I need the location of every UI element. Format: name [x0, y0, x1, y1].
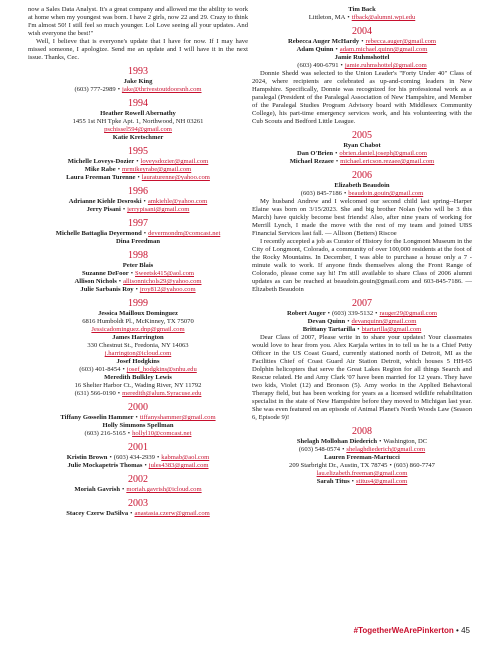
contact-phone: (603) 490-6791: [297, 62, 339, 69]
entry-2008: Shelagh Mollohan Diederich • Washington, DC (603) 548-0574 • shelaghdiederich@gmail.com Lauren Freeman-Martucci 209 Starbright Dr., Austin, TX 78745 • (603) 860-7747 lau.elizabeth.freeman@gmail.com Sarah Titus • stitus4@gmail.com: [252, 438, 472, 486]
email-link[interactable]: jamie.ruhmshottel@gmail.com: [344, 62, 427, 69]
intro-paragraph-1: now a Sales Data Analyst. It's a great company and allowed me the ability to work at home when my youngest was born. I have 2 girls, now 22 and 29. Crazy to think I'm almost 50! I still feel so much younger. Lol Love seeing all your updates. And wish everyone the best!": [28, 6, 248, 37]
email-link[interactable]: lau.elizabeth.freeman@gmail.com: [316, 470, 408, 477]
contact-name: Julie Mockapetris Thomas: [67, 462, 143, 469]
contact-name: Julie Sarbanis Roy: [80, 286, 134, 293]
page-footer: [354, 626, 470, 635]
contact-name: Jamie Ruhmshottel: [334, 54, 390, 61]
year-heading-2004: 2004: [352, 26, 372, 37]
contact-name: Suzanne DeFoor: [81, 270, 129, 277]
email-link[interactable]: allisonnichols29@yahoo.com: [123, 278, 202, 285]
contact-name: Sarah Titus: [316, 478, 350, 485]
contact-name: Jessica Mailloux Dominguez: [98, 310, 178, 317]
email-link[interactable]: jerrypisani@gmail.com: [127, 206, 190, 213]
email-link[interactable]: devermondm@comcast.net: [148, 230, 221, 237]
contact-name: Jake King: [123, 78, 153, 85]
contact-name: Stacey Czerw DaSilva: [66, 510, 129, 517]
contact-phone: (603) 434-2939: [113, 454, 155, 461]
email-link[interactable]: tiffanyshammer@gmail.com: [139, 414, 216, 421]
contact-name: Adam Quinn: [296, 46, 334, 53]
contact-name: Michelle Battaglia Deyermond: [55, 230, 142, 237]
email-link[interactable]: jroy812@yahoo.com: [139, 286, 196, 293]
entry-2002: Moriah Gavrish • moriah.gavrish@icloud.com: [74, 486, 202, 493]
email-link[interactable]: obrien.daniel.joseph@gmail.com: [339, 150, 427, 157]
year-heading-2006: 2006: [352, 170, 372, 181]
entry-2000: Tiffany Gosselin Hammer • tiffanyshammer@gmail.com Holly Simmons Spellman (603) 216-5165 • hollyl10@comcast.net: [28, 414, 248, 438]
contact-address: 16 Shelter Harbor Ct., Wading River, NY 11792: [74, 382, 202, 389]
contact-name: Elizabeth Beaudoin: [334, 182, 390, 189]
year-heading-1995: 1995: [128, 146, 148, 157]
contact-name: Shelagh Mollohan Diederich: [296, 438, 378, 445]
email-link[interactable]: adam.michael.quinn@gmail.com: [339, 46, 428, 53]
contact-phone: (603) 216-5165: [84, 430, 126, 437]
entry-1996: Adrianne Kiehle Desroski • amkiehle@yahoo.com Jerry Pisani • jerrypisani@gmail.com: [68, 198, 208, 213]
contact-name: James Harrington: [112, 334, 164, 341]
year-heading-2002: 2002: [128, 474, 148, 485]
email-link[interactable]: hollyl10@comcast.net: [132, 430, 192, 437]
right-column: [252, 6, 472, 486]
entry-1995: Michelle Loveys-Dozier • loveysdozier@gmail.com Mike Rabe • mrmikeyrabe@gmail.com Laura Freeman Turenne • lauraturenne@yahoo.com: [66, 158, 210, 181]
contact-name: Lauren Freeman-Martucci: [324, 454, 400, 461]
contact-name: Mike Rabe: [84, 166, 116, 173]
contact-phone: (603) 401-8454: [79, 366, 121, 373]
contact-address: 209 Starbright Dr., Austin, TX 78745: [289, 462, 388, 469]
email-link[interactable]: rebecca.auger@gmail.com: [365, 38, 437, 45]
contact-name: Michael Rezaee: [289, 158, 334, 165]
entry-1993: Jake King (603) 777-2989 • jake@thrivestoutdoorsnh.com: [28, 78, 248, 94]
contact-name: Josef Hodgkins: [116, 358, 160, 365]
contact-name: Dan O'Brien: [297, 150, 334, 157]
news-paragraph: Donnie Shedd was selected to the Union Leader's "Forty Under 40" Class of 2024, where recipients are celebrated as up-and-coming leaders in New Hampshire. Specifically, Donnie was recognized for his professional work as a paralegal (President of the Paralegal Association of New Hampshire, and Member of the Paralegal Studies Program Advisory board with Middlesex Community College), his part-time emergency services work, and his volunteering with the Cub Scouts and Bedford Little League.: [252, 70, 472, 125]
contact-phone: (631) 566-0190: [74, 390, 116, 397]
contact-name: Allison Nichols: [74, 278, 117, 285]
contact-address: 330 Chestnut St., Fredonia, NY 14063: [87, 342, 189, 349]
news-paragraph: Dear Class of 2007, Please write in to share your updates! Your classmates would love to hear from you. Alex Karjala writes in to tell us he is a Chief Petty Officer in the US Coast Guard, currently stationed north of Detroit, MI as the Facilities Chief of Coast Guard Air Station Detroit, which houses 5 HH-65 Dolphin helicopters that serve the Great Lakes Region for all things Search and Rescue related. He and Amy Clark '07 have been married for 12 years. They have two kids, Violet (12) and Bronson (5). Amy works in the Applied Behavioral Therapy field, but has been working for years as a licensed wildlife rehabilitation specialist in the state of New Hampshire before they moved to Michigan last year. She was even featured on an episode of Animal Planet's North Woods Law (Season 6, Episode 9)!: [252, 334, 472, 421]
contact-name: Katie Kretschmer: [112, 134, 164, 141]
year-heading-2008: 2008: [352, 426, 372, 437]
contact-name: Peter Blais: [122, 262, 154, 269]
news-paragraph: I recently accepted a job as Curator of History for the Longmont Museum in the City of Longmont, Colorado, a community of over 100,000 residents at the foot of the Rocky Mountains. In December, I was able to purchase a house only a 7 - minute walk to work. If anyone finds themselves along the Front Range of Colorado, please come say hi! I'm still available to share Class of 2006 alumni updates as can be reached at beaudoin.gouin@gmail.com and 603-845-7186. — Elizabeth Beaudoin: [252, 238, 472, 293]
email-link[interactable]: kabmab@aol.com: [161, 454, 210, 461]
entry-2006: Elizabeth Beaudoin (603) 845-7186 • beaudoin.gouin@gmail.com: [252, 182, 472, 198]
contact-name: Laura Freeman Turenne: [66, 174, 136, 181]
contact-name: Meredith Bulkley Lewis: [104, 374, 172, 381]
entry-top: Tim Back Littleton, MA • tfback@alumni.wpi.edu: [252, 6, 472, 22]
email-link[interactable]: michael.ericson.rezaee@gmail.com: [340, 158, 435, 165]
email-link[interactable]: stitus4@gmail.com: [355, 478, 408, 485]
entry-2003: Stacey Czerw DaSilva • anastasia.czerw@gmail.com: [66, 510, 210, 517]
email-link[interactable]: mrmikeyrabe@gmail.com: [122, 166, 192, 173]
left-column: [28, 6, 248, 518]
news-paragraph: My husband Andrew and I welcomed our second child last spring--Harper Elaine was born on 3/15/2023. She and big brother Nolan (who will be 3 this March) have quickly become best friends! Also, after nine years of working for Merrill Lynch, I made the move with the rest of my team and joined UBS Financial Services last fall. — Allison (Betters) Riscoe: [252, 198, 472, 237]
year-heading-1997: 1997: [128, 218, 148, 229]
contact-name: Tiffany Gosselin Hammer: [60, 414, 134, 421]
email-link[interactable]: tfback@alumni.wpi.edu: [351, 14, 416, 21]
contact-name: Robert Auger: [286, 310, 326, 317]
contact-address: 1455 1st NH Tpke Apt. 1, Northwood, NH 03261: [72, 118, 204, 125]
email-link[interactable]: anastasia.czerw@gmail.com: [134, 510, 210, 517]
email-link[interactable]: shelaghdiederich@gmail.com: [346, 446, 426, 453]
email-link[interactable]: devanquinn@gmail.com: [351, 318, 417, 325]
contact-name: Moriah Gavrish: [74, 486, 120, 493]
contact-name: Ryan Chabot: [343, 142, 381, 149]
contact-name: Michelle Loveys-Dozier: [67, 158, 135, 165]
year-heading-2005: 2005: [352, 130, 372, 141]
contact-location: Littleton, MA: [308, 14, 346, 21]
contact-phone: (603) 777-2989: [74, 86, 116, 93]
year-heading-1999: 1999: [128, 298, 148, 309]
entry-1997: Michelle Battaglia Deyermond • devermondm@comcast.net Dina Freedman: [28, 230, 248, 246]
email-link[interactable]: beaudoin.gouin@gmail.com: [348, 190, 424, 197]
email-link[interactable]: jules4383@gmail.com: [148, 462, 209, 469]
year-heading-1993: 1993: [128, 66, 148, 77]
entry-2001: Kristin Brown • (603) 434-2939 • kabmab@aol.com Julie Mockapetris Thomas • jules4383@gmail.com: [66, 454, 210, 469]
email-link[interactable]: rauger29@gmail.com: [379, 310, 437, 317]
email-link[interactable]: amkiehle@yahoo.com: [147, 198, 208, 205]
entry-2004: Rebecca Auger McHardy • rebecca.auger@gmail.com Adam Quinn • adam.michael.quinn@gmail.com Jamie Ruhmshottel (603) 490-6791 • jamie.ruhmshottel@gmail.com: [252, 38, 472, 70]
contact-location: Washington, DC: [383, 438, 428, 445]
email-link[interactable]: meredith@alum.Syracuse.edu: [122, 390, 202, 397]
contact-name: Heather Rowell Abernathy: [100, 110, 176, 117]
entry-1999: Jessica Mailloux Dominguez 6816 Humboldt Pl., McKinney, TX 75070 Jessicadominguez.dnp@gmail.com James Harrington 330 Chestnut St., Fredonia, NY 14063 j.harrington@icloud.com Josef Hodgkins (603) 401-8454 • josef_hodgkins@snhu.edu Meredith Bulkley Lewis 16 Shelter Harbor Ct., Wading River, NY 11792 (631) 566-0190 • meredith@alum.Syracuse.edu: [28, 310, 248, 398]
contact-name: Brittany Tartarilla: [302, 326, 356, 333]
contact-name: Tim Back: [348, 6, 376, 13]
entry-1994: [28, 110, 248, 142]
email-link[interactable]: moriah.gavrish@icloud.com: [126, 486, 202, 493]
contact-name: Dina Freedman: [115, 238, 161, 245]
intro-paragraph-2: Well, I believe that is everyone's update that I have for now. If I may have missed someone, I apologize. Send me an update and I will have it in the next issue. Thanks, Cec.: [28, 38, 248, 61]
year-heading-2001: 2001: [128, 442, 148, 453]
contact-phone: (603) 845-7186: [300, 190, 342, 197]
contact-name: Adrianne Kiehle Desroski: [68, 198, 142, 205]
contact-address: 6816 Humboldt Pl., McKinney, TX 75070: [82, 318, 194, 325]
contact-name: Devan Quinn: [307, 318, 346, 325]
email-link[interactable]: josef_hodgkins@snhu.edu: [126, 366, 197, 373]
year-heading-2003: 2003: [128, 498, 148, 509]
page-number: 45: [461, 626, 470, 635]
entry-2005: Ryan Chabot Dan O'Brien • obrien.daniel.joseph@gmail.com Michael Rezaee • michael.ericson.rezaee@gmail.com: [252, 142, 472, 166]
email-link[interactable]: j.harrington@icloud.com: [104, 350, 172, 357]
email-link[interactable]: pschissel594@gmail.com: [104, 126, 172, 133]
footer-hashtag: #TogetherWeArePinkerton: [353, 626, 454, 635]
year-heading-1994: 1994: [128, 98, 148, 109]
entry-1998: Peter Blais Suzanne DeFoor • Sweetsk415@aol.com Allison Nichols • allisonnichols29@yahoo.com Julie Sarbanis Roy • jroy812@yahoo.com: [28, 262, 248, 294]
year-heading-2000: 2000: [128, 402, 148, 413]
footer-separator: •: [456, 626, 459, 635]
contact-name: Kristin Brown: [66, 454, 108, 461]
contact-phone: (603) 339-5132: [331, 310, 374, 317]
email-link[interactable]: lauraturenne@yahoo.com: [141, 174, 210, 181]
year-heading-1998: 1998: [128, 250, 148, 261]
contact-name: Jerry Pisani: [86, 206, 121, 213]
contact-name: Holly Simmons Spellman: [102, 422, 174, 429]
year-heading-1996: 1996: [128, 186, 148, 197]
contact-phone: (603) 548-0574: [298, 446, 341, 453]
email-link[interactable]: Sweetsk415@aol.com: [135, 270, 195, 277]
email-link[interactable]: jake@thrivestoutdoorsnh.com: [122, 86, 202, 93]
email-link[interactable]: btartarilla@gmail.com: [361, 326, 422, 333]
contact-name: Rebecca Auger McHardy: [287, 38, 360, 45]
entry-2007: Robert Auger • (603) 339-5132 • rauger29@gmail.com Devan Quinn • devanquinn@gmail.com Brittany Tartarilla • btartarilla@gmail.com: [286, 310, 437, 333]
email-link[interactable]: Jessicadominguez.dnp@gmail.com: [91, 326, 185, 333]
year-heading-2007: 2007: [352, 298, 372, 309]
contact-phone: (603) 860-7747: [393, 462, 435, 469]
email-link[interactable]: loveysdozier@gmail.com: [140, 158, 209, 165]
